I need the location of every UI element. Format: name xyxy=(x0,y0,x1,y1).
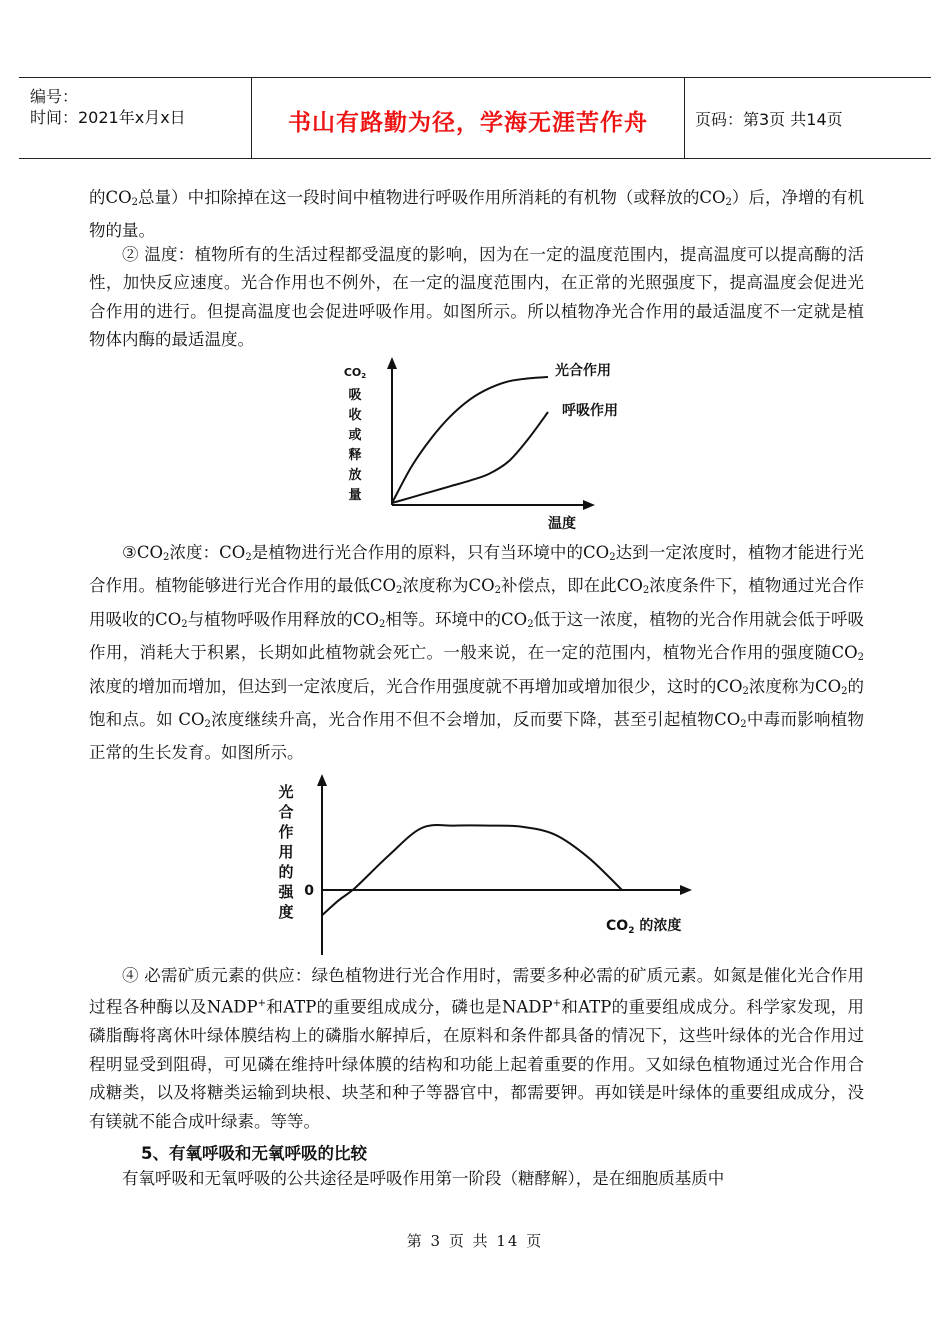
paragraph-respiration-pathway: 有氧呼吸和无氧呼吸的公共途径是呼吸作用第一阶段（糖酵解），是在细胞质基质中 xyxy=(122,1169,725,1188)
svg-text:或: 或 xyxy=(348,428,362,443)
svg-text:合: 合 xyxy=(278,803,294,821)
paragraph-net-photosynthesis: 的$CO_2$总量）中扣除掉在这一段时间中植物进行呼吸作用所消耗的有机物（或释放的$CO_2$）后，净增的有机物的量。 xyxy=(89,188,865,241)
svg-text:量: 量 xyxy=(348,488,362,503)
page-header xyxy=(19,77,931,159)
series-line-respiration xyxy=(392,412,548,503)
svg-text:用: 用 xyxy=(278,843,294,861)
co2-chart-x-label xyxy=(606,917,681,936)
temperature-chart-x-arrow xyxy=(583,500,595,510)
header-left-cell xyxy=(19,78,251,158)
series-line-photosynthesis-intensity xyxy=(322,825,622,915)
temperature-chart-y-label xyxy=(344,366,366,503)
header-motto: 书山有路勤为径，学海无涯苦作舟 xyxy=(288,110,648,136)
page-footer: 第 3 页 共 14 页 xyxy=(406,1232,544,1250)
paragraph-temperature: ② 温度：植物所有的生活过程都受温度的影响，因为在一定的温度范围内，提高温度可以提高酶的活性，加快反应速度。光合作用也不例外，在一定的温度范围内，在正常的光照强度下，提高温度会促进光合作用的进行。但提高温度也会促进呼吸作用。如图所示。所以植物净光合作用的最适温度不一定就是植物体内酶的最适温度。 xyxy=(89,245,864,350)
header-right-cell xyxy=(684,78,931,158)
svg-text:度: 度 xyxy=(278,903,294,921)
co2-chart-y-label xyxy=(277,783,294,921)
series-line-photosynthesis xyxy=(392,377,548,503)
svg-text:收: 收 xyxy=(348,408,362,423)
co2-chart xyxy=(270,770,710,960)
series-label-photosynthesis: 光合作用 xyxy=(555,363,611,379)
svg-text:CO2 的浓度: $CO_2$ 的浓度 xyxy=(606,918,682,936)
svg-text:光: 光 xyxy=(278,783,294,801)
document-number-label: 编号： xyxy=(30,87,79,106)
svg-text:释: 释 xyxy=(348,448,362,463)
document-time-label: 时间：2021年x月x日 xyxy=(30,108,186,127)
svg-text:放: 放 xyxy=(348,468,362,483)
paragraph-co2-concentration: $③CO_2$浓度：$CO_2$是植物进行光合作用的原料，只有当环境中的$CO_2$达到一定浓度时，植物才能进行光合作用。植物能够进行光合作用的最低$CO_2$浓度称为$CO_2$补偿点，即在此$CO_2$浓度条件下，植物通过光合作用吸收的$CO_2$与植物呼吸作用释放的$CO_2$相等。环境中的$CO_2$低于这一浓度，植物的光合作用就会低于呼吸作用，消耗大于积累，长期如此植物就会死亡。一般来说，在一定的范围内，植物光合作用的强度随$CO_2$浓度的增加而增加，但达到一定浓度后，光合作用强度就不再增加或增加很少，这时的$CO_2$浓度称为$CO_2$的饱和点。如 $CO_2$浓度继续升高，光合作用不但不会增加，反而要下降，甚至引起植物$CO_2$中毒而影响植物正常的生长发育。如图所示。 xyxy=(89,543,865,763)
co2-chart-y-arrow xyxy=(317,774,327,786)
svg-text:的: 的 xyxy=(278,863,294,881)
temperature-chart xyxy=(330,355,660,535)
paragraph-mineral-elements: ④ 必需矿质元素的供应：绿色植物进行光合作用时，需要多种必需的矿质元素。如氮是催化光合作用过程各种酶以及NADP+和ATP的重要组成成分，磷也是NADP+和ATP的重要组成成分。科学家发现，用磷脂酶将离休叶绿体膜结构上的磷脂水解掉后，在原料和条件都具备的情况下，这些叶绿体的光合作用过程明显受到阻碍，可见磷在维持叶绿体膜的结构和功能上起着重要的作用。又如绿色植物通过光合作用合成糖类，以及将糖类运输到块根、块茎和种子等器官中，都需要钾。再如镁是叶绿体的重要组成成分，没有镁就不能合成叶绿素。等等。 xyxy=(89,966,865,1131)
series-label-respiration: 呼吸作用 xyxy=(562,403,618,419)
co2-chart-x-arrow xyxy=(680,885,692,895)
temperature-chart-x-label: 温度 xyxy=(548,516,576,532)
page-number-label: 页码：第3页 共14页 xyxy=(695,110,843,129)
section-heading-respiration-comparison: 5、有氧呼吸和无氧呼吸的比较 xyxy=(141,1144,367,1163)
co2-chart-y-tick-zero: 0 xyxy=(304,883,314,899)
svg-text:CO2: CO2 xyxy=(343,366,367,380)
svg-text:吸: 吸 xyxy=(348,388,362,403)
temperature-chart-y-arrow xyxy=(387,357,397,369)
svg-text:作: 作 xyxy=(278,823,294,841)
svg-text:强: 强 xyxy=(278,883,294,901)
header-motto-cell xyxy=(251,78,685,158)
